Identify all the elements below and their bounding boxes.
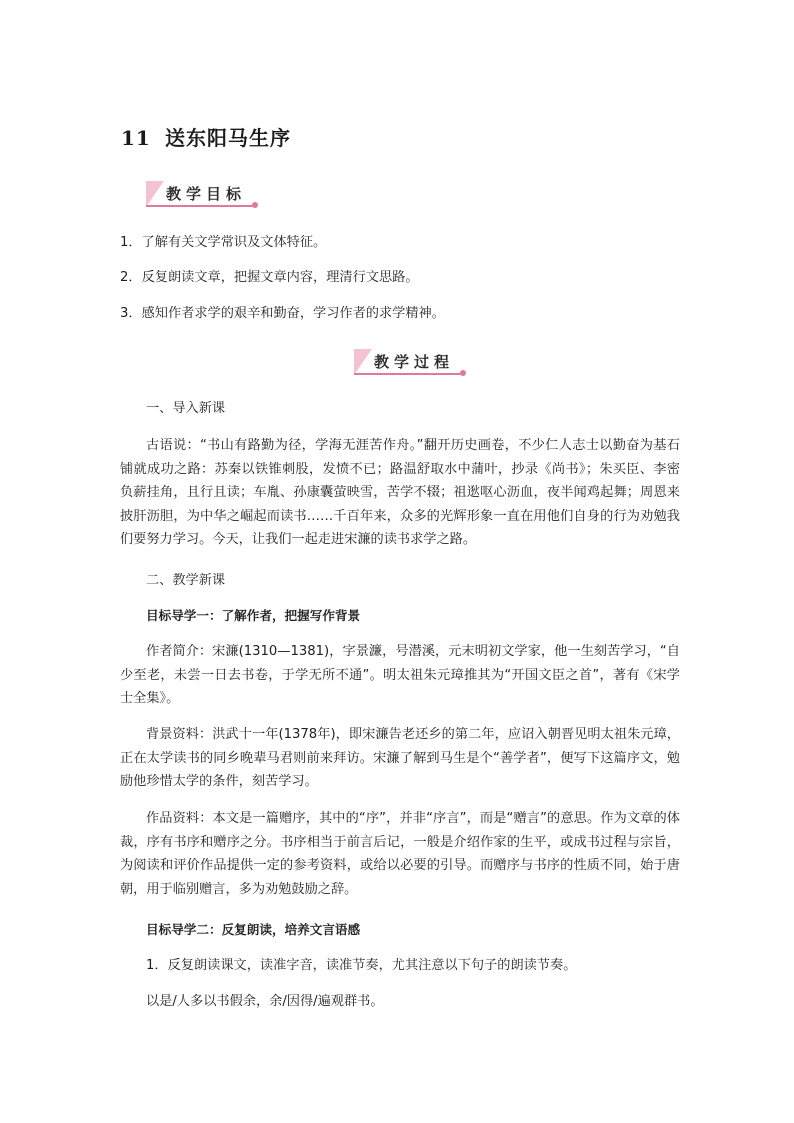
author-intro: 作者简介：宋濂(1310—1381)，字景濂，号潜溪，元末明初文学家，他一生刻苦学习，“自少至老，未尝一日去书卷，于学无所不通”。明太祖朱元璋推其为“开国文臣之首”，著有《宋学士全集》。 [120, 644, 680, 707]
background-info: 背景资料：洪武十一年(1378年)，即宋濂告老还乡的第二年，应诏入朝晋见明太祖朱元璋，正在太学读书的同乡晚辈马君则前来拜访。宋濂了解到马生是个“善学者”，便写下这篇序文，勉励他珍惜太学的条件，刻苦学习。 [120, 727, 680, 790]
objective-2: 2．反复朗读文章，把握文章内容，理清行文思路。 [120, 270, 419, 285]
banner-triangle-icon [354, 349, 372, 375]
banner-dot-icon [460, 370, 466, 376]
banner-underline [146, 205, 254, 207]
reading-example: 以是/人多以书假余，余/因得/遍观群书。 [146, 994, 384, 1009]
objective-3: 3．感知作者求学的艰辛和勤奋，学习作者的求学精神。 [120, 306, 445, 321]
banner-underline [354, 373, 462, 375]
process-label: 教学过程 [374, 353, 455, 371]
part2-heading: 二、教学新课 [146, 573, 226, 588]
objectives-label: 教学目标 [166, 185, 247, 203]
lesson-number: 11 [121, 126, 151, 150]
objectives-banner [146, 181, 262, 209]
process-banner [354, 349, 470, 377]
objective-1: 1．了解有关文学常识及文体特征。 [120, 235, 327, 250]
banner-triangle-icon [146, 181, 164, 207]
banner-dot-icon [252, 202, 258, 208]
reading-item-1: 1．反复朗读课文，读准字音，读准节奏，尤其注意以下句子的朗读节奏。 [146, 958, 577, 973]
goal1-heading: 目标导学一：了解作者，把握写作背景 [146, 608, 361, 623]
goal2-heading: 目标导学二：反复朗读，培养文言语感 [146, 922, 361, 937]
lesson-title [121, 122, 291, 151]
work-info: 作品资料：本文是一篇赠序，其中的“序”，并非“序言”，而是“赠言”的意思。作为文章的体裁，序有书序和赠序之分。书序相当于前言后记，一般是介绍作家的生平，或成书过程与宗旨，为阅读和评价作品提供一定的参考资料，或给以必要的引导。而赠序与书序的性质不同，始于唐朝，用于临别赠言，多为劝勉鼓励之辞。 [120, 811, 680, 897]
lesson-name: 送东阳马生序 [165, 126, 291, 150]
part1-text: 古语说：“书山有路勤为径，学海无涯苦作舟。”翻开历史画卷，不少仁人志士以勤奋为基石铺就成功之路：苏秦以铁锥刺股，发愤不已；路温舒取水中蒲叶，抄录《尚书》；朱买臣、李密负薪挂角，且行且读；车胤、孙康囊萤映雪，苦学不辍；祖逖呕心沥血，夜半闻鸡起舞；周恩来披肝沥胆，为中华之崛起而读书……千百年来，众多的光辉形象一直在用他们自身的行为劝勉我们要努力学习。今天，让我们一起走进宋濂的读书求学之路。 [120, 438, 680, 548]
part1-heading: 一、导入新课 [146, 401, 226, 416]
